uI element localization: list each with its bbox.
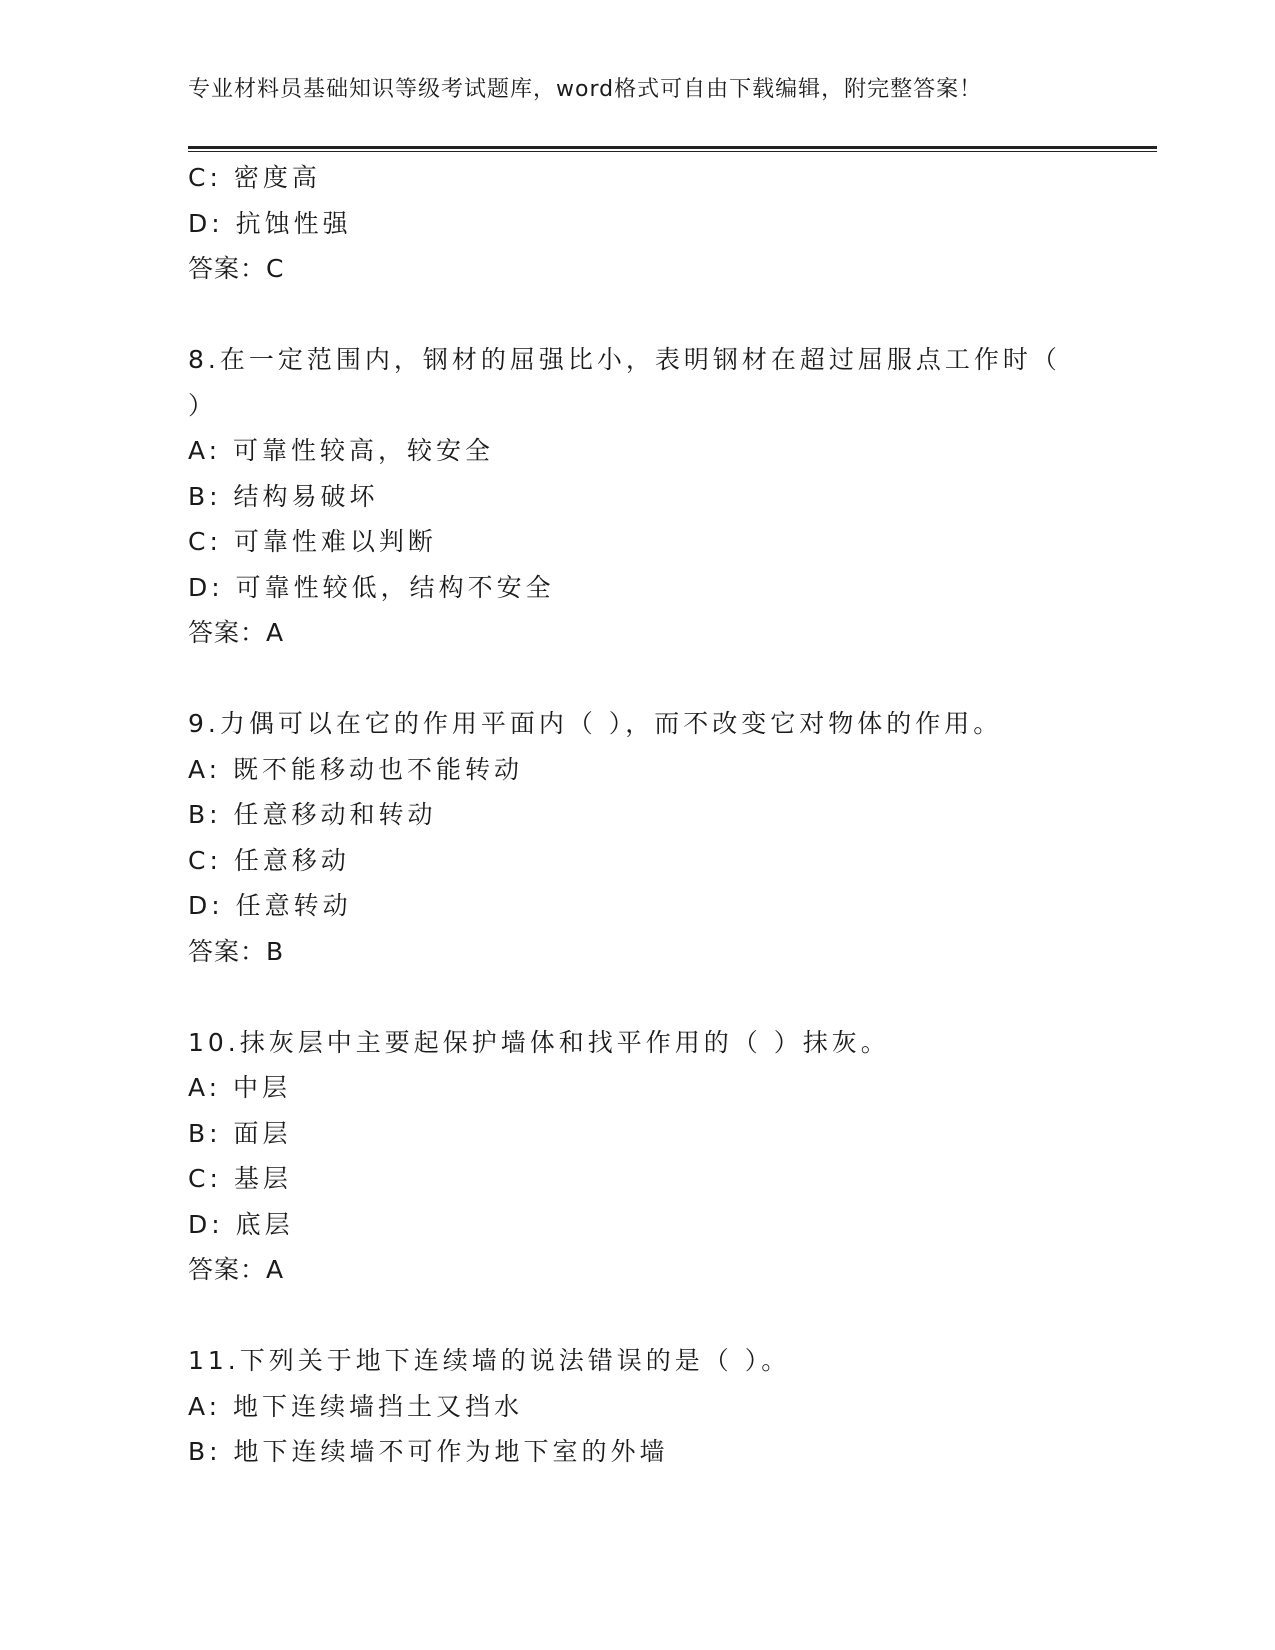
spacer	[188, 974, 1148, 1020]
option-label: C:	[188, 845, 222, 875]
option-text: 任意转动	[235, 891, 352, 920]
option-text: 密度高	[233, 163, 321, 192]
option-text: 地下连续墙挡土又挡水	[233, 1391, 524, 1421]
option-label: B:	[188, 800, 222, 829]
option-label: B:	[188, 1437, 222, 1466]
option-label: B:	[188, 481, 222, 511]
question-list	[188, 155, 1148, 1475]
option-line	[188, 883, 1148, 929]
option-text: 可靠性较低，结构不安全	[235, 572, 555, 602]
option-text: 中层	[233, 1073, 292, 1102]
option-label: D:	[188, 572, 224, 602]
option-text: 底层	[235, 1209, 294, 1239]
question-text	[188, 337, 1148, 383]
spacer	[188, 1293, 1148, 1339]
option-line	[188, 565, 1148, 611]
option-text: 任意移动	[233, 845, 350, 875]
option-line	[188, 155, 1148, 201]
option-line	[188, 838, 1148, 884]
option-line	[188, 1065, 1148, 1111]
option-line	[188, 1111, 1148, 1157]
option-text: 可靠性难以判断	[233, 527, 437, 556]
option-label: B:	[188, 1118, 222, 1148]
option-label: D:	[188, 208, 224, 238]
question-stem: 在一定范围内，钢材的屈强比小，表明钢材在超过屈服点工作时（	[219, 345, 1061, 374]
option-line	[188, 747, 1148, 793]
option-line	[188, 1429, 1148, 1475]
question-stem: 抹灰层中主要起保护墙体和找平作用的（ ）抹灰。	[239, 1027, 890, 1057]
option-label: C:	[188, 1164, 222, 1193]
answer-line: 答案：C	[188, 254, 285, 283]
answer-line: 答案：A	[188, 1255, 285, 1284]
question-number: 10.	[188, 1027, 240, 1057]
option-line	[188, 474, 1148, 520]
option-text: 基层	[233, 1164, 292, 1193]
header-rule-thick	[188, 146, 1157, 149]
option-label: D:	[188, 891, 224, 920]
question-stem: 力偶可以在它的作用平面内（ ），而不改变它对物体的作用。	[219, 709, 1003, 738]
option-text: 结构易破坏	[233, 481, 379, 511]
option-label: A:	[188, 1391, 222, 1421]
page-header: 专业材料员基础知识等级考试题库，word格式可自由下载编辑，附完整答案！	[188, 77, 983, 102]
option-text: 地下连续墙不可作为地下室的外墙	[233, 1437, 669, 1466]
option-line	[188, 1156, 1148, 1202]
option-line	[188, 1384, 1148, 1430]
option-line	[188, 201, 1148, 247]
header-rule-thin	[188, 151, 1157, 152]
option-text: 面层	[233, 1118, 292, 1148]
option-text: 可靠性较高，较安全	[233, 436, 495, 465]
option-label: C:	[188, 527, 222, 556]
question-text	[188, 1020, 1148, 1066]
option-text: 既不能移动也不能转动	[233, 754, 524, 784]
option-line	[188, 428, 1148, 474]
question-number: 9.	[188, 709, 220, 738]
option-line	[188, 792, 1148, 838]
option-label: C:	[188, 163, 222, 192]
option-text: 任意移动和转动	[233, 800, 437, 829]
answer-line: 答案：A	[188, 618, 285, 647]
spacer	[188, 292, 1148, 338]
option-line	[188, 1202, 1148, 1248]
answer-line: 答案：B	[188, 936, 285, 966]
option-label: D:	[188, 1209, 224, 1239]
option-line	[188, 519, 1148, 565]
spacer	[188, 656, 1148, 702]
question-number: 11.	[188, 1346, 240, 1375]
option-text: 抗蚀性强	[235, 208, 352, 238]
question-number: 8.	[188, 345, 220, 374]
option-label: A:	[188, 1073, 222, 1102]
question-text	[188, 1338, 1148, 1384]
question-text-continuation: ）	[188, 390, 214, 420]
option-label: A:	[188, 754, 222, 784]
question-stem: 下列关于地下连续墙的说法错误的是（ ）。	[239, 1346, 791, 1375]
option-label: A:	[188, 436, 222, 465]
question-text	[188, 701, 1148, 747]
